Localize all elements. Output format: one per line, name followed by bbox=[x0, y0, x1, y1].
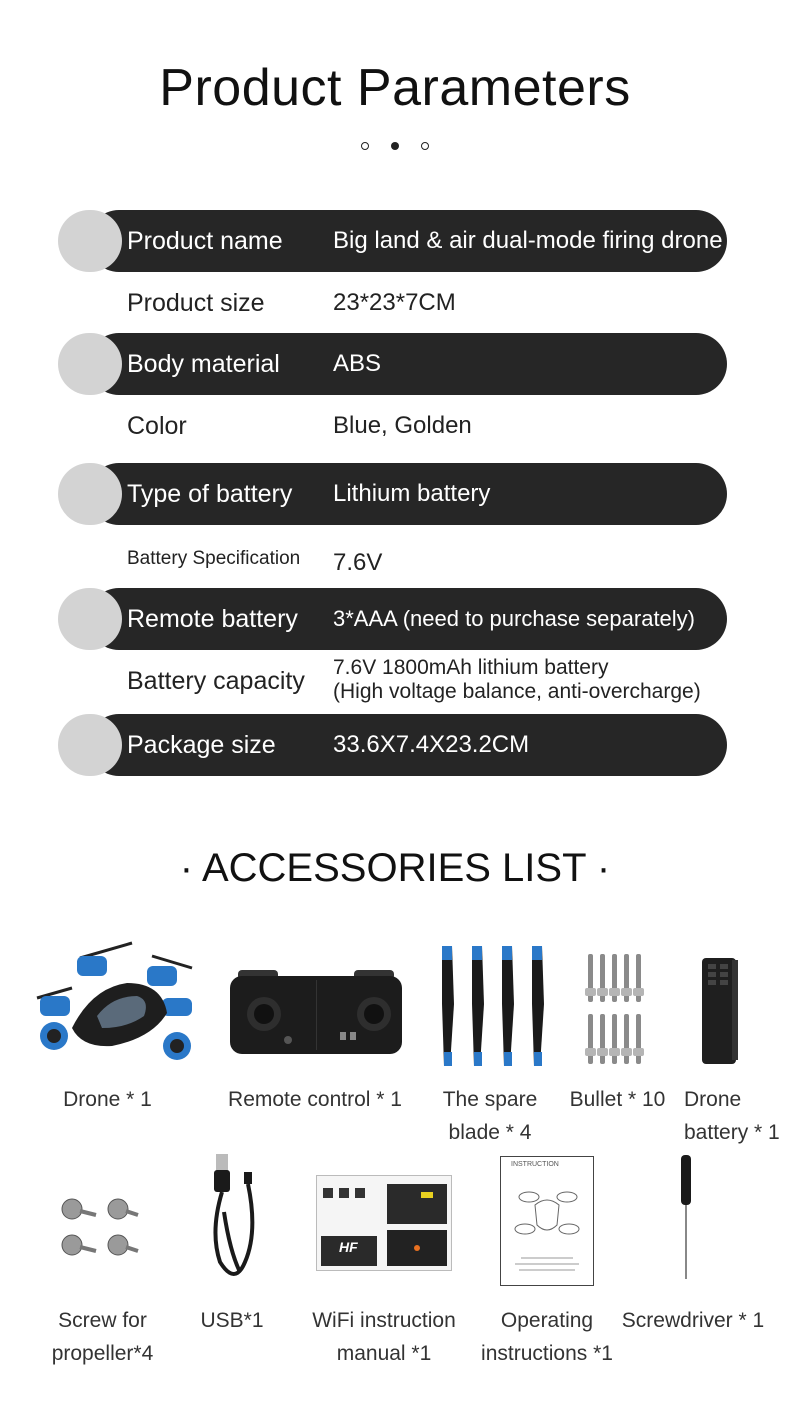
pager-dot bbox=[361, 142, 369, 150]
param-value-line: 7.6V 1800mAh lithium battery bbox=[333, 656, 609, 679]
param-knob bbox=[58, 333, 122, 395]
accessory-caption: Drone * 1 bbox=[63, 1088, 152, 1111]
param-row-color bbox=[58, 395, 727, 457]
param-knob bbox=[58, 714, 122, 776]
screwdriver-image bbox=[676, 1153, 696, 1283]
param-label: Battery capacity bbox=[127, 667, 305, 695]
param-label: Package size bbox=[127, 731, 276, 759]
param-row-product-size bbox=[58, 272, 727, 334]
param-knob bbox=[58, 588, 122, 650]
accessory-caption: Drone battery * 1 bbox=[684, 1088, 780, 1144]
drone-image bbox=[32, 938, 197, 1068]
accessory-caption: Screwdriver * 1 bbox=[621, 1309, 765, 1332]
param-row-body-material bbox=[58, 333, 727, 395]
accessory-caption: Remote control * 1 bbox=[228, 1088, 402, 1111]
param-row-product-name bbox=[58, 210, 727, 272]
screws-image bbox=[58, 1193, 140, 1263]
remote-control-image bbox=[228, 966, 404, 1056]
param-value: 3*AAA (need to purchase separately) bbox=[333, 606, 696, 631]
param-value: 23*23*7CM bbox=[333, 289, 456, 316]
instruction-booklet-image bbox=[500, 1156, 594, 1286]
battery-image bbox=[700, 956, 740, 1066]
param-value: 7.6V bbox=[333, 549, 383, 576]
param-row-package-size bbox=[58, 714, 727, 776]
pager-dot bbox=[421, 142, 429, 150]
param-label: Remote battery bbox=[127, 605, 298, 633]
param-value: Lithium battery bbox=[333, 480, 491, 507]
param-row-battery-spec bbox=[58, 528, 727, 590]
param-row-remote-battery bbox=[58, 588, 727, 650]
param-label: Battery Specification bbox=[127, 548, 301, 569]
param-label: Body material bbox=[127, 350, 280, 378]
page-title: Product Parameters bbox=[159, 59, 631, 117]
propeller-blades-image bbox=[436, 944, 551, 1069]
accessory-caption: Screw for propeller*4 bbox=[51, 1309, 154, 1365]
param-label: Type of battery bbox=[127, 480, 293, 508]
param-row-battery-capacity bbox=[58, 650, 727, 712]
accessory-caption: The spare blade * 4 bbox=[442, 1088, 538, 1144]
param-value: 33.6X7.4X23.2CM bbox=[333, 731, 530, 758]
param-value: Blue, Golden bbox=[333, 412, 472, 439]
manual-label: HF bbox=[339, 1239, 358, 1255]
accessory-caption: WiFi instruction manual *1 bbox=[312, 1309, 456, 1365]
pager-dot-active bbox=[391, 142, 399, 150]
accessory-caption: Operating instructions *1 bbox=[481, 1309, 613, 1365]
usb-cable-image bbox=[200, 1152, 270, 1288]
param-value-line: (High voltage balance, anti-overcharge) bbox=[333, 680, 701, 703]
param-value bbox=[333, 656, 701, 704]
param-value: Big land & air dual-mode firing drone bbox=[333, 227, 723, 254]
param-label: Product size bbox=[127, 289, 265, 317]
bullets-image bbox=[582, 952, 652, 1067]
param-value: ABS bbox=[333, 350, 382, 377]
param-knob bbox=[58, 210, 122, 272]
accessories-title: · ACCESSORIES LIST · bbox=[179, 846, 611, 890]
wifi-manual-image bbox=[316, 1175, 452, 1271]
accessory-caption: Bullet * 10 bbox=[569, 1088, 666, 1111]
param-label: Product name bbox=[127, 227, 283, 255]
pager-dots bbox=[0, 142, 790, 154]
param-label: Color bbox=[127, 412, 187, 440]
booklet-label: INSTRUCTION bbox=[511, 1161, 559, 1168]
param-row-battery-type bbox=[58, 463, 727, 525]
accessory-caption: USB*1 bbox=[200, 1309, 264, 1332]
param-knob bbox=[58, 463, 122, 525]
